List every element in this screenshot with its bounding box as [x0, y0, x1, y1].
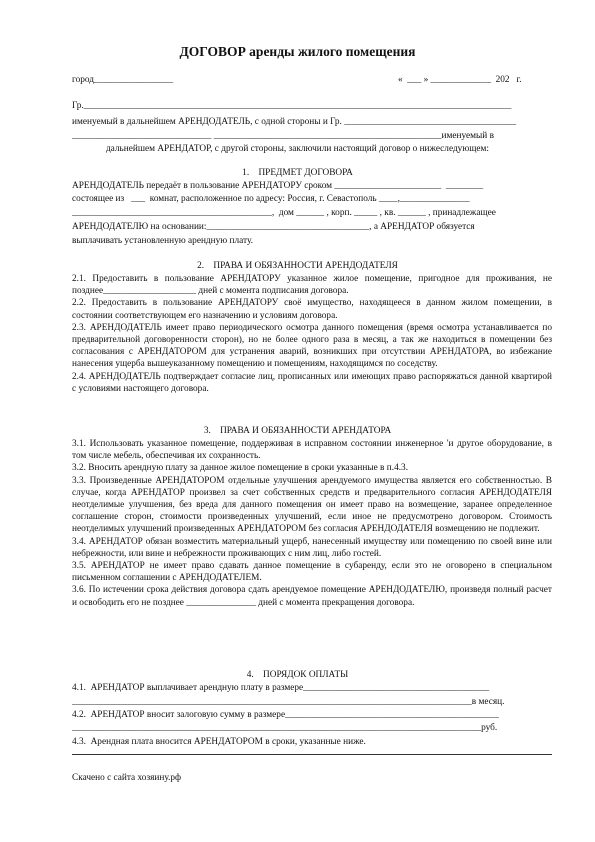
section-1-line-5: выплачивать установленную арендную плату. — [72, 236, 254, 246]
section-1-line-4: АРЕНДОДАТЕЛЮ на основании:___________________________________, а АРЕНДАТОР обязуется — [72, 222, 475, 232]
parties-line-2: именуемый в дальнейшем АРЕНДОДАТЕЛЬ, с одной стороны и Гр. _____________________________________ — [72, 117, 517, 127]
clause-3-2: 3.2. Вносить арендную плату за данное жилое помещение в сроки указанные в п.4.3. — [72, 463, 409, 474]
clause-4-1: 4.1. АРЕНДАТОР выплачивает арендную плату в размере________________________________________ — [72, 683, 490, 693]
clause-3-4: 3.4. АРЕНДАТОР обязан возместить материальный ущерб, нанесенный имуществу или помещению по своей вине или небрежности, или вине и небрежности проживающих с ним лиц, либо гостей. — [72, 536, 552, 559]
clause-2-3: 2.3. АРЕНДОДАТЕЛЬ имеет право периодического осмотра данного помещения (время осмотра устанавливается по предварительной договоренности сторон), но не более одного раза в месяц, а так же находиться в помещении без согласования с АРЕНДАТОРОМ для устранения аварий, возникших при отсутствии АРЕНДАТОРА, во избежание нанесения ущерба вышеуказанному помещению и помещениям, находящимся по соседству. — [72, 322, 552, 370]
clause-4-2: 4.2. АРЕНДАТОР вносит залоговую сумму в размере______________________________________________ — [72, 710, 499, 720]
clause-3-3: 3.3. Произведенные АРЕНДАТОРОМ отдельные улучшения арендуемого имущества является его собственностью. В случае, когда АРЕНДАТОР произвел за счет собственных средств и предварительного согласия АРЕНДОДАТЕЛЯ неотделимые улучшения, без вреда для данного помещения он имеет право на возмещение, заранее определенное соглашение сторон, стоимости произведенных улучшений, если иное не предусмотрено договором. Стоимость неотделимых улучшений произведенных АРЕНДАТОРОМ без согласия АРЕНДОДАТЕЛЯ возмещению не подлежит. — [72, 475, 552, 535]
section-2-heading: 2. ПРАВА И ОБЯЗАННОСТИ АРЕНДОДАТЕЛЯ — [197, 261, 398, 271]
clause-4-3: 4.3. Арендная плата вносится АРЕНДАТОРОМ в сроки, указанные ниже. — [72, 737, 366, 747]
document-title: ДОГОВОР аренды жилого помещения — [179, 44, 416, 59]
city-field: город_________________ — [72, 75, 174, 85]
clause-3-1: 3.1. Использовать указанное помещение, поддерживая в исправном состоянии инженерное 'и другое оборудование, в том числе мебель, обеспечивая их сохранность. — [72, 439, 552, 462]
blank-line-rule — [72, 754, 552, 755]
clause-3-6: 3.6. По истечении срока действия договора сдать арендуемое помещение АРЕНДОДАТЕЛЮ, произведя полный расчет и освободить его не позднее _______________ дней с момента прекращения договора. — [72, 585, 552, 608]
section-1-line-1: АРЕНДОДАТЕЛЬ передаёт в пользование АРЕНДАТОРУ сроком _______________________ ________ — [72, 181, 484, 191]
section-1-line-2: состоящее из ___ комнат, расположенное по адресу: Россия, г. Севастополь ____,_______________ — [72, 194, 470, 204]
section-1-heading: 1. ПРЕДМЕТ ДОГОВОРА — [242, 168, 353, 178]
clause-4-2-cont: ________________________________________________________________________________________руб. — [72, 723, 498, 733]
section-3-heading: 3. ПРАВА И ОБЯЗАННОСТИ АРЕНДАТОРА — [203, 426, 392, 436]
section-3-body — [72, 438, 552, 609]
clause-2-2: 2.2. Предоставить в пользование АРЕНДАТОРУ своё имущество, находящееся в данном жилом помещении, в состоянии соответствующем его назначению и условиям договора. — [72, 298, 552, 321]
parties-line-1: Гр.____________________________________________________________________________________________ — [72, 101, 512, 111]
clause-2-4: 2.4. АРЕНДОДАТЕЛЬ подтверждает согласие лиц, прописанных или имеющих право распоряжаться данной квартирой с условиями настоящего договора. — [72, 371, 552, 394]
parties-line-4: дальнейшем АРЕНДАТОР, с другой стороны, заключили настоящий договор о нижеследующем: — [105, 144, 490, 154]
date-field: « ___ » _____________ 202 г. — [398, 75, 522, 85]
clause-3-5: 3.5. АРЕНДАТОР не имеет право сдавать данное помещение в субаренду, если это не оговорено в специальном письменном соглашении с АРЕНДОДАТЕЛЕМ. — [72, 561, 552, 584]
parties-line-3: ______________________________ _________________________________________________именуемый в — [72, 131, 494, 141]
clause-2-1: 2.1. Предоставить в пользование АРЕНДАТОРУ указанное жилое помещение, пригодное для проживания, не позднее____________________ дней с момента подписания договора. — [72, 274, 552, 297]
section-1-line-3: ___________________________________________, дом ______ , корп. _____ , кв. ______ , принадлежащее — [72, 208, 496, 218]
section-4-heading: 4. ПОРЯДОК ОПЛАТЫ — [246, 670, 349, 680]
section-2-body — [72, 273, 552, 395]
clause-4-1-cont: ______________________________________________________________________________________в месяц. — [72, 697, 505, 707]
footer-source: Скачено с сайта хозяину.рф — [72, 773, 182, 783]
